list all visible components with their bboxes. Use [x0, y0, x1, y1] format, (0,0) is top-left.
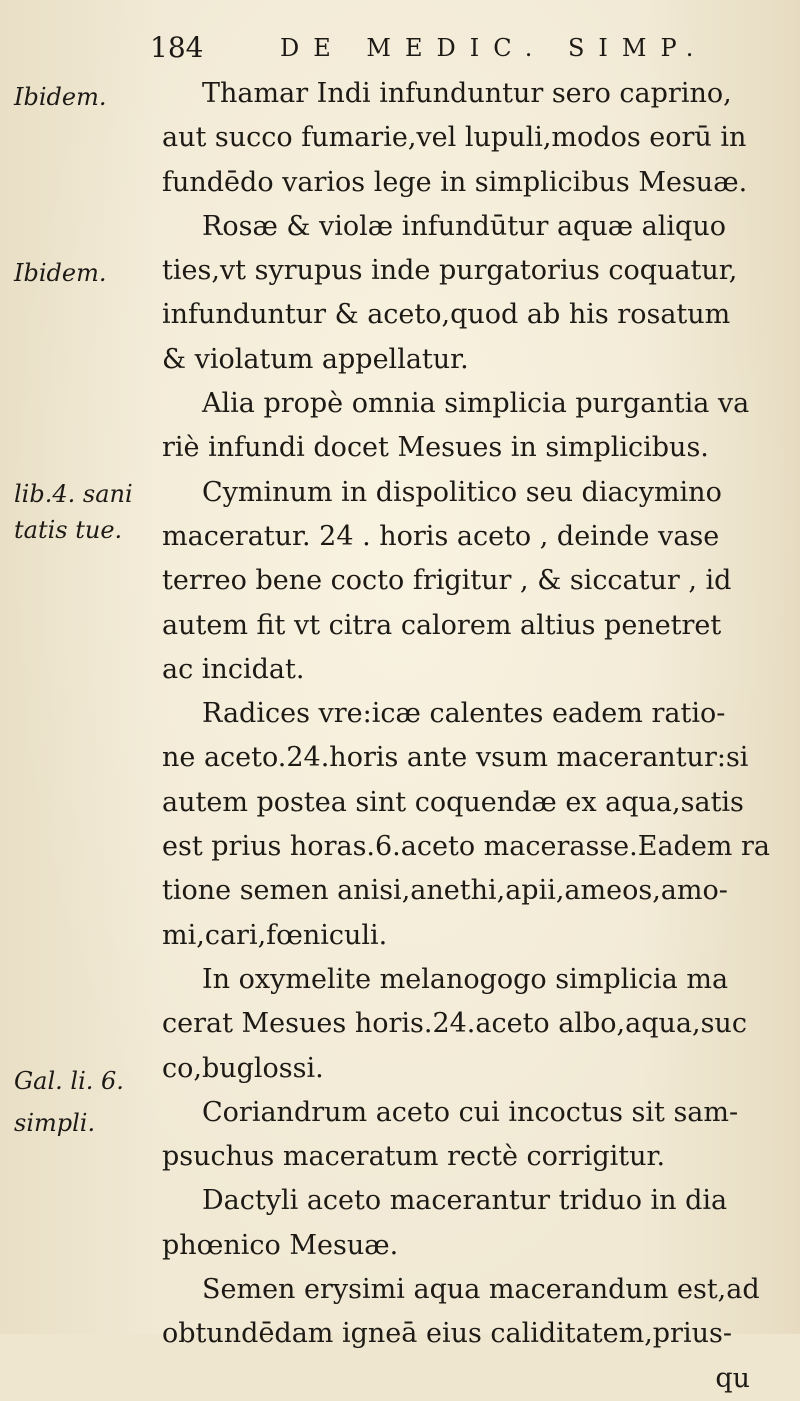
text-line: Radices vre:icæ calentes eadem ratio- — [202, 698, 726, 730]
running-head: DE MEDIC. SIMP. — [280, 34, 708, 62]
text-line: Alia propè omnia simplicia purgantia va — [202, 388, 750, 420]
text-line: mi,cari,fœniculi. — [162, 919, 388, 951]
margin-note: tatis tue. — [14, 516, 123, 544]
text-line: tione semen anisi,anethi,apii,ameos,amo- — [162, 875, 728, 907]
text-line: autem fit vt citra calorem altius penetret — [162, 609, 722, 641]
text-line: ties,vt syrupus inde purgatorius coquatur, — [162, 255, 738, 287]
text-line: In oxymelite melanogogo simplicia ma — [202, 963, 729, 995]
text-line: Thamar Indi infunduntur sero caprino, — [202, 78, 732, 109]
text-line: obtundēdam igneā eius caliditatem,prius- — [162, 1318, 732, 1350]
text-line: terreo bene cocto frigitur , & siccatur , id — [162, 565, 732, 597]
text-line: co,buglossi. — [162, 1052, 324, 1084]
margin-note: lib.4. sani — [14, 480, 133, 508]
text-line: autem postea sint coquendæ ex aqua,satis — [162, 786, 744, 818]
catchword: qu — [715, 1362, 750, 1394]
margin-note: simpli. — [14, 1109, 96, 1137]
margin-note: Ibidem. — [14, 259, 107, 287]
margin-note: Gal. li. 6. — [14, 1067, 124, 1095]
text-line: Semen erysimi aqua macerandum est,ad — [202, 1274, 760, 1306]
text-line: cerat Mesues horis.24.aceto albo,aqua,suc — [162, 1008, 747, 1040]
text-line: Rosæ & violæ infundūtur aquæ aliquo — [202, 210, 726, 242]
text-line: Coriandrum aceto cui incoctus sit sam- — [202, 1096, 739, 1128]
text-line: & violatum appellatur. — [162, 343, 469, 375]
body-text — [162, 72, 772, 1401]
text-line: fundēdo varios lege in simplicibus Mesuæ. — [162, 166, 748, 198]
page-number: 184 — [150, 31, 204, 64]
text-line: infunduntur & aceto,quod ab his rosatum — [162, 299, 731, 331]
margin-note: Ibidem. — [14, 83, 107, 111]
text-line: riè infundi docet Mesues in simplicibus. — [162, 432, 709, 464]
text-line: ac incidat. — [162, 653, 305, 685]
text-line: psuchus maceratum rectè corrigitur. — [162, 1141, 666, 1173]
text-line: maceratur. 24 . horis aceto , deinde vase — [162, 520, 720, 552]
text-line: Dactyli aceto macerantur triduo in dia — [202, 1185, 728, 1217]
text-line: phœnico Mesuæ. — [162, 1229, 399, 1261]
text-line: Cyminum in dispolitico seu diacymino — [202, 476, 722, 508]
text-line: ne aceto.24.horis ante vsum macerantur:si — [162, 742, 749, 774]
text-line: est prius horas.6.aceto macerasse.Eadem ra — [162, 831, 770, 863]
text-line: aut succo fumarie,vel lupuli,modos eorū in — [162, 122, 747, 154]
page-header — [150, 28, 770, 68]
